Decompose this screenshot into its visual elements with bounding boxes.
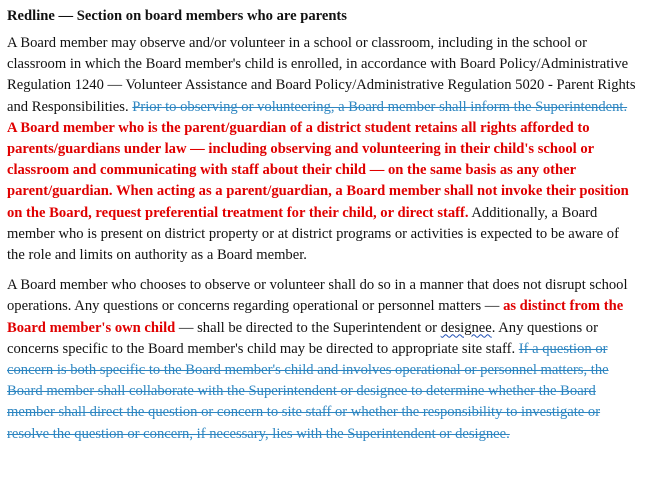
inserted-text: A Board member who is the parent/guardian of a district student retains all rights afforded to parents/guardians under law — including observing and volunteering in their child's school or classroom and communicating with staff about their child — on the same basis as any other parent/guardian. When acting as a parent/guardian, a Board member shall not invoke their position on the Board, request preferential treatment for their child, or direct staff. xyxy=(7,119,629,221)
paragraph-2-text: — shall be directed to the Superintendent or xyxy=(175,319,441,336)
paragraph-2 xyxy=(7,275,637,445)
paragraph-2-text: . Any questions or concerns specific to the Board member's child may be directed to appropriate site staff. xyxy=(7,319,598,357)
paragraph-1-text: A Board member may observe and/or volunteer in a school or classroom, including in the school or classroom in which the Board member's child is enrolled, in accordance with Board Policy/Administrative Regulation 1240 — Volunteer Assistance and Board Policy/Administrative Regulation 5020 - Parent Rights and Responsibilities. xyxy=(7,35,636,115)
spellcheck-flagged-word[interactable]: designee xyxy=(440,319,492,336)
inserted-text: as distinct from the Board member's own child xyxy=(7,298,624,336)
paragraph-2-text: A Board member who chooses to observe or volunteer shall do so in a manner that does not disrupt school operations. Any questions or concerns regarding operational or personnel matters — xyxy=(7,277,628,315)
deleted-text: If a question or concern is both specific to the Board member's child and involves operational or personnel matters, the Board member shall collaborate with the Superintendent or designee to determine whether the Board member shall direct the question or concern to site staff or whether the responsibility to investigate or resolve the question or concern, if necessary, lies with the Superintendent or designee. xyxy=(7,340,609,442)
document-title: Redline — Section on board members who are parents xyxy=(7,8,347,24)
paragraph-1-text: Additionally, a Board member who is present on district property or at district programs or activities is expected to be aware of the role and limits on authority as a Board member. xyxy=(7,204,619,264)
paragraph-1 xyxy=(7,33,637,266)
deleted-text: Prior to observing or volunteering, a Board member shall inform the Superintendent. xyxy=(132,98,628,115)
